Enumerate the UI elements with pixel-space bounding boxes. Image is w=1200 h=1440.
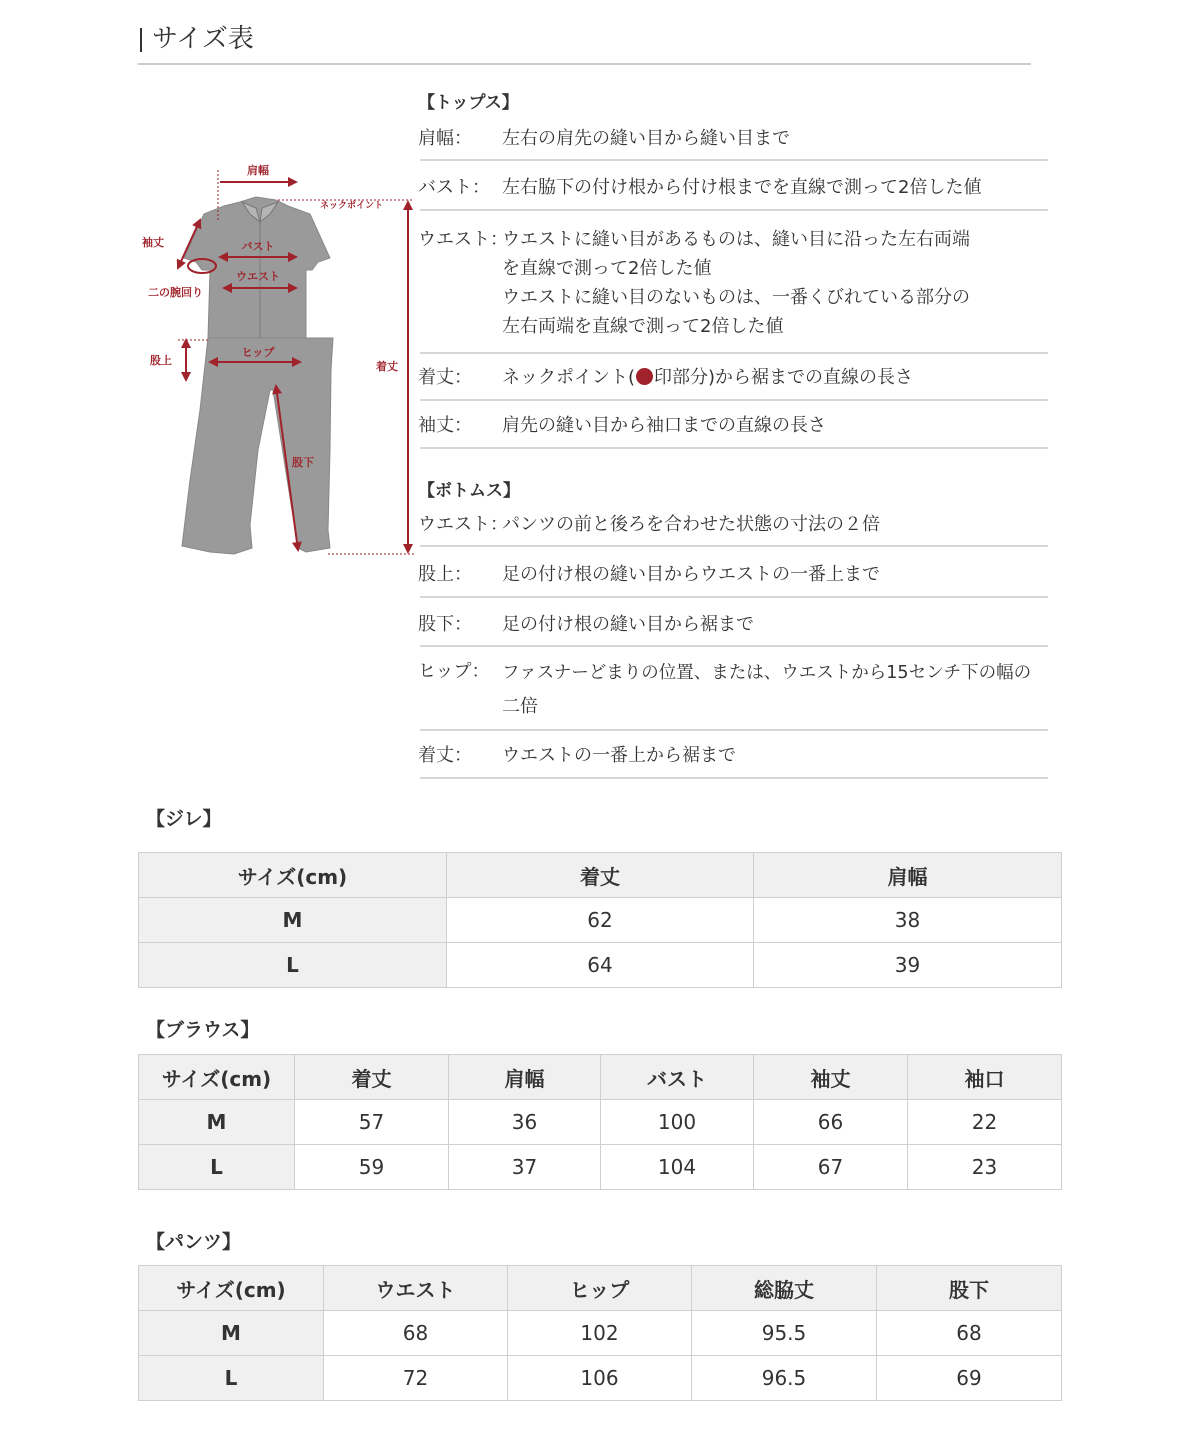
definition-line: 左右両端を直線で測って2倍した値 — [502, 316, 784, 337]
label-length: 着丈 — [376, 360, 398, 373]
definition-label: ウエスト： — [418, 229, 508, 250]
value-cell: 102 — [508, 1311, 692, 1356]
pants-shape — [182, 338, 333, 554]
row-divider — [420, 399, 1048, 401]
label-inseam: 股下 — [292, 456, 314, 469]
value-cell: 37 — [449, 1145, 601, 1190]
blouse-size-table — [138, 1054, 1062, 1190]
definition-row — [418, 510, 1048, 540]
size-cell: L — [139, 943, 447, 988]
definition-text — [502, 225, 970, 341]
table-row — [139, 943, 1062, 988]
page-title: サイズ表 — [152, 24, 254, 54]
value-cell: 69 — [877, 1356, 1062, 1401]
value-cell: 95.5 — [692, 1311, 877, 1356]
table-header-row — [139, 853, 1062, 898]
definition-label: 着丈： — [418, 367, 472, 388]
value-cell: 96.5 — [692, 1356, 877, 1401]
table-row — [139, 1356, 1062, 1401]
pants-table-title: 【パンツ】 — [146, 1231, 242, 1253]
blouse-table-title: 【ブラウス】 — [146, 1019, 260, 1041]
row-divider — [420, 545, 1048, 547]
value-cell: 68 — [877, 1311, 1062, 1356]
table-row — [139, 1145, 1062, 1190]
definition-text: 左右の肩先の縫い目から縫い目まで — [502, 128, 790, 149]
label-hip: ヒップ — [241, 346, 275, 359]
definition-line: 二倍 — [502, 696, 538, 717]
definition-text — [502, 363, 913, 392]
definition-label: ウエスト： — [418, 514, 508, 535]
definition-text-part: 印部分)から裾までの直線の長さ — [654, 367, 914, 388]
definition-row — [418, 124, 1048, 154]
value-cell: 64 — [447, 943, 754, 988]
size-cell: L — [139, 1356, 324, 1401]
definition-text: 肩先の縫い目から袖口までの直線の長さ — [502, 415, 826, 436]
value-cell: 36 — [449, 1100, 601, 1145]
size-cell: M — [139, 1311, 324, 1356]
definition-text: ウエストの一番上から裾まで — [502, 745, 736, 766]
definition-text: パンツの前と後ろを合わせた状態の寸法の２倍 — [502, 514, 880, 535]
gilet-table-title: 【ジレ】 — [146, 808, 222, 830]
label-shoulder: 肩幅 — [247, 164, 269, 177]
header-cell: 肩幅 — [754, 853, 1062, 898]
row-divider — [420, 729, 1048, 731]
value-cell: 67 — [754, 1145, 908, 1190]
table-row — [139, 1311, 1062, 1356]
definition-text: 足の付け根の縫い目から裾まで — [502, 614, 754, 635]
definition-text-part: ネックポイント( — [502, 367, 636, 388]
header-cell: 股下 — [877, 1266, 1062, 1311]
definition-line: を直線で測って2倍した値 — [502, 258, 712, 279]
definition-label: 股下： — [418, 614, 472, 635]
header-cell: 袖丈 — [754, 1055, 908, 1100]
definition-label: 着丈： — [418, 745, 472, 766]
header-cell: 着丈 — [447, 853, 754, 898]
value-cell: 38 — [754, 898, 1062, 943]
header-cell: サイズ(cm) — [139, 853, 447, 898]
row-divider — [420, 645, 1048, 647]
size-cell: M — [139, 898, 447, 943]
row-divider — [420, 596, 1048, 598]
value-cell: 57 — [295, 1100, 449, 1145]
red-dot-icon — [636, 368, 653, 385]
label-rise: 股上 — [150, 354, 172, 367]
table-row — [139, 898, 1062, 943]
definition-row — [418, 560, 1048, 590]
definition-label: 袖丈： — [418, 415, 472, 436]
row-divider — [420, 447, 1048, 449]
gilet-size-table — [138, 852, 1062, 988]
header-cell: 着丈 — [295, 1055, 449, 1100]
value-cell: 72 — [324, 1356, 508, 1401]
definition-row — [418, 741, 1048, 771]
label-upper-arm: 二の腕回り — [148, 286, 203, 299]
label-waist: ウエスト — [236, 270, 280, 283]
row-divider — [420, 159, 1048, 161]
value-cell: 22 — [908, 1100, 1062, 1145]
table-header-row — [139, 1266, 1062, 1311]
header-cell: サイズ(cm) — [139, 1055, 295, 1100]
value-cell: 66 — [754, 1100, 908, 1145]
definition-line: ウエストに縫い目があるものは、縫い目に沿った左右両端 — [502, 229, 970, 250]
size-cell: M — [139, 1100, 295, 1145]
definition-line: ウエストに縫い目のないものは、一番くびれている部分の — [502, 287, 970, 308]
definition-row — [418, 363, 1048, 393]
definition-row — [418, 173, 1048, 203]
header-cell: ヒップ — [508, 1266, 692, 1311]
label-neck-point: ネックポイント — [320, 201, 384, 211]
definition-label: ヒップ： — [418, 661, 490, 682]
definition-row — [418, 225, 1048, 345]
header-cell: サイズ(cm) — [139, 1266, 324, 1311]
label-sleeve: 袖丈 — [142, 236, 164, 249]
definition-line: ファスナーどまりの位置、または、ウエストから15センチ下の幅の — [502, 663, 1032, 683]
row-divider — [420, 209, 1048, 211]
header-cell: 総脇丈 — [692, 1266, 877, 1311]
header-cell: バスト — [601, 1055, 754, 1100]
table-row — [139, 1100, 1062, 1145]
definition-text: 足の付け根の縫い目からウエストの一番上まで — [502, 564, 880, 585]
value-cell: 39 — [754, 943, 1062, 988]
definition-row — [418, 411, 1048, 441]
definition-label: 肩幅： — [418, 128, 472, 149]
measurement-diagram — [138, 150, 418, 570]
value-cell: 62 — [447, 898, 754, 943]
table-header-row — [139, 1055, 1062, 1100]
definition-label: 股上： — [418, 564, 472, 585]
bottoms-heading: 【ボトムス】 — [418, 481, 520, 501]
value-cell: 23 — [908, 1145, 1062, 1190]
header-cell: ウエスト — [324, 1266, 508, 1311]
definition-label: バスト： — [418, 177, 490, 198]
value-cell: 100 — [601, 1100, 754, 1145]
row-divider — [420, 777, 1048, 779]
header-cell: 肩幅 — [449, 1055, 601, 1100]
value-cell: 59 — [295, 1145, 449, 1190]
definition-row — [418, 610, 1048, 640]
tops-heading: 【トップス】 — [418, 93, 519, 113]
label-bust: バスト — [241, 240, 275, 253]
value-cell: 104 — [601, 1145, 754, 1190]
value-cell: 106 — [508, 1356, 692, 1401]
pants-size-table — [138, 1265, 1062, 1401]
definition-text: 左右脇下の付け根から付け根までを直線で測って2倍した値 — [502, 177, 982, 198]
header-cell: 袖口 — [908, 1055, 1062, 1100]
row-divider — [420, 352, 1048, 354]
size-cell: L — [139, 1145, 295, 1190]
definition-text — [502, 657, 1031, 723]
title-divider — [138, 63, 1031, 65]
title-bar-accent — [140, 28, 142, 52]
definition-row — [418, 657, 1058, 721]
value-cell: 68 — [324, 1311, 508, 1356]
